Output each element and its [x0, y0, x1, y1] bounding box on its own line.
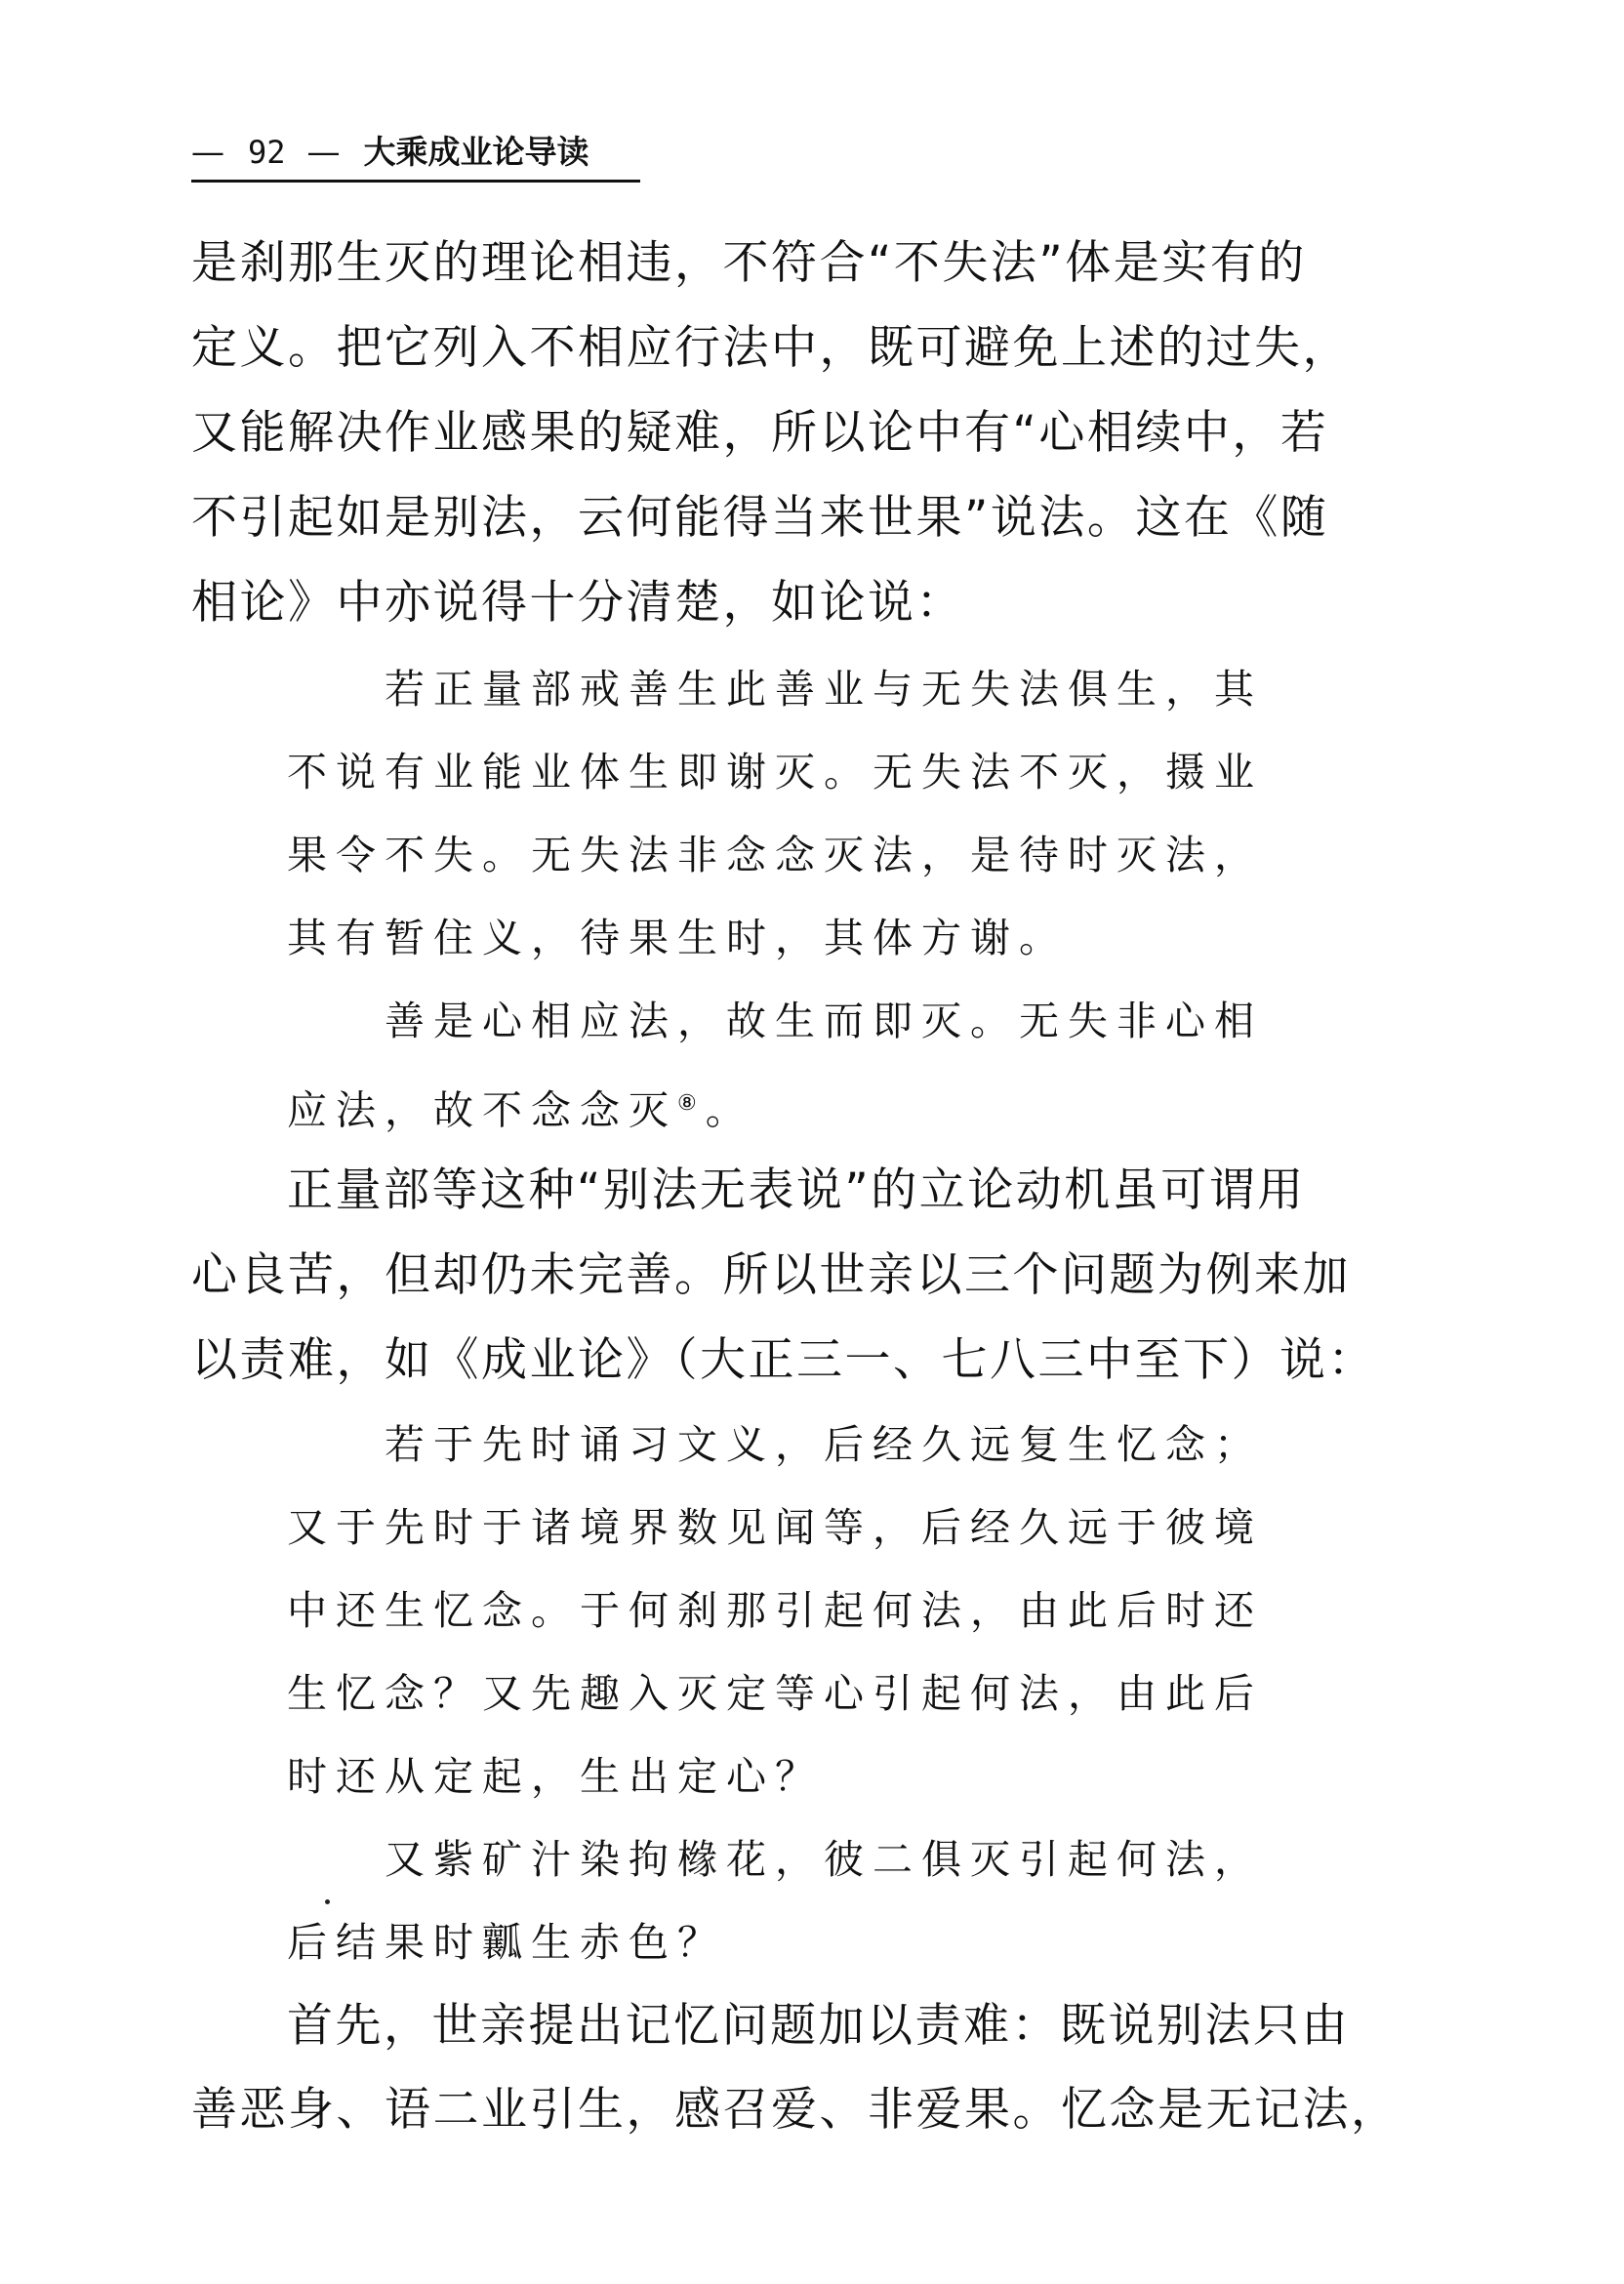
body-line-p1-1: 是刹那生灭的理论相违，不符合“不失法”体是实有的: [191, 236, 1307, 290]
body-line-p1-5: 相论》中亦说得十分清楚，如论说：: [191, 576, 964, 630]
quote-line-q3-5: 时还从定起，生出定心？: [287, 1753, 824, 1800]
page-number: 92: [248, 134, 286, 171]
quote-line-q1-3: 果令不失。无失法非念念灭法，是待时灭法，: [287, 832, 1263, 878]
quote-line-q4-1: 又紫矿汁染拘橼花，彼二俱灭引起何法，: [385, 1836, 1263, 1883]
running-header: [191, 125, 640, 183]
quote-line-q4-2: 后结果时瓤生赤色？: [287, 1919, 726, 1966]
header-dash-left: —: [191, 133, 226, 172]
quote-line-q2-1: 善是心相应法，故生而即灭。无失非心相: [385, 998, 1263, 1044]
quote-line-q3-4: 生忆念？又先趣入灭定等心引起何法，由此后: [287, 1670, 1263, 1717]
quote-line-q3-1: 若于先时诵习文义，后经久远复生忆念；: [385, 1421, 1263, 1468]
quote-line-q1-1: 若正量部戒善生此善业与无失法俱生，其: [385, 666, 1263, 713]
header-dash-right: —: [306, 133, 343, 172]
quote-line-q1-4: 其有暂住义，待果生时，其体方谢。: [287, 915, 1068, 961]
footnote-mark[interactable]: ⑧: [677, 1091, 706, 1116]
body-line-p2-2: 心良苦，但却仍未完善。所以世亲以三个问题为例来加: [191, 1248, 1351, 1302]
body-line-p3-1: 首先，世亲提出记忆问题加以责难：既说别法只由: [287, 1999, 1350, 2053]
quote-line-q1-2: 不说有业能业体生即谢灭。无失法不灭，摄业: [287, 749, 1263, 795]
body-line-p2-1: 正量部等这种“别法无表说”的立论动机虽可谓用: [287, 1163, 1306, 1217]
body-line-p2-3: 以责难，如《成业论》（大正三一、七八三中至下）说：: [191, 1333, 1376, 1387]
quote-line-q2-2-end: 。: [705, 1086, 754, 1134]
body-line-p1-3: 又能解决作业感果的疑难，所以论中有“心相续中，若: [191, 406, 1329, 460]
body-line-p1-2: 定义。把它列入不相应行法中，既可避免上述的过失，: [191, 321, 1351, 375]
quote-line-q3-3: 中还生忆念。于何刹那引起何法，由此后时还: [287, 1587, 1263, 1634]
quote-line-q2-2-text: 应法，故不念念灭: [287, 1086, 677, 1134]
body-line-p1-4: 不引起如是别法，云何能得当来世果”说法。这在《随: [191, 491, 1329, 545]
quote-line-q3-2: 又于先时于诸境界数见闻等，后经久远于彼境: [287, 1504, 1263, 1551]
quote-line-q2-2: [287, 1077, 754, 1138]
body-line-p3-2: 善恶身、语二业引生，感召爱、非爱果。忆念是无记法，: [191, 2083, 1400, 2137]
book-title: 大乘成业论导读: [363, 133, 589, 171]
margin-dot-mark: [325, 1899, 330, 1904]
